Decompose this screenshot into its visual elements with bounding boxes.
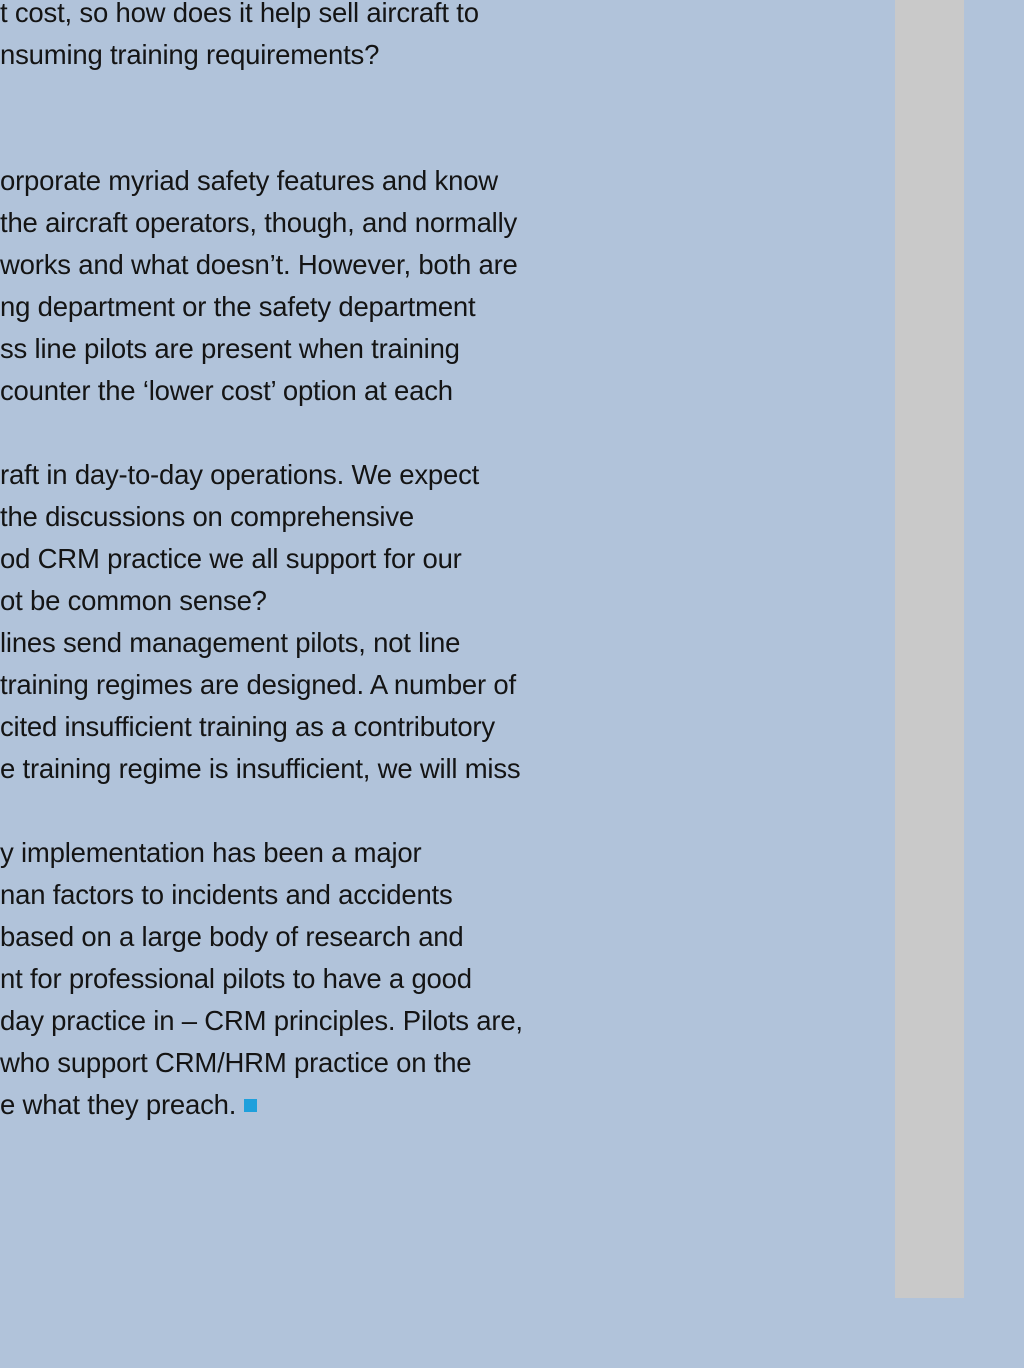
article-line: nsuming training requirements? — [0, 39, 380, 70]
article-line: orporate myriad safety features and know — [0, 165, 498, 196]
article-line: ss line pilots are present when training — [0, 333, 460, 364]
article-line: the aircraft operators, though, and normally — [0, 207, 518, 238]
article-line: who support CRM/HRM practice on the — [0, 1047, 472, 1078]
article-line-text: e what they preach. — [0, 1089, 237, 1120]
article-final-line — [0, 1084, 257, 1126]
article-line: ng department or the safety department — [0, 291, 476, 322]
article-line: ot be common sense? — [0, 585, 267, 616]
article-line: raft in day-to-day operations. We expect — [0, 459, 480, 490]
article-line: the discussions on comprehensive — [0, 501, 414, 532]
article-line: based on a large body of research and — [0, 921, 464, 952]
article-line: training regimes are designed. A number of — [0, 669, 516, 700]
article-line: day practice in – CRM principles. Pilots are, — [0, 1005, 523, 1036]
article-line: e training regime is insufficient, we will miss — [0, 753, 521, 784]
article-line: cited insufficient training as a contributory — [0, 711, 495, 742]
article-line: od CRM practice we all support for our — [0, 543, 462, 574]
right-margin-bar — [895, 0, 964, 1298]
article-line: lines send management pilots, not line — [0, 627, 461, 658]
article-line: y implementation has been a major — [0, 837, 422, 868]
article-line: nan factors to incidents and accidents — [0, 879, 453, 910]
end-of-article-square-icon — [244, 1099, 257, 1112]
article-line: nt for professional pilots to have a good — [0, 963, 472, 994]
article-line: t cost, so how does it help sell aircraft to — [0, 0, 479, 28]
article-line: counter the ‘lower cost’ option at each — [0, 375, 453, 406]
article-line: works and what doesn’t. However, both are — [0, 249, 518, 280]
